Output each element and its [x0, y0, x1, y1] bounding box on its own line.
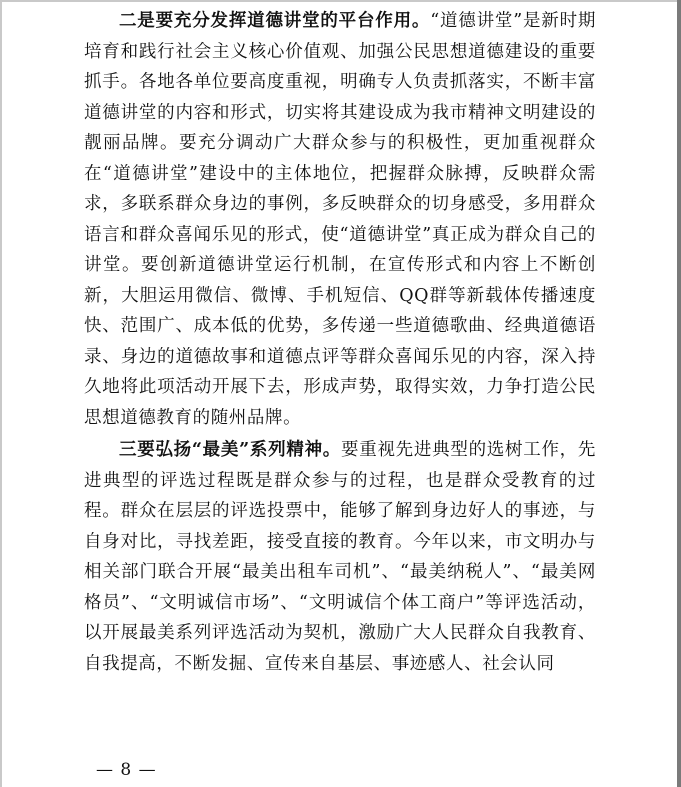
window-top-border: [0, 0, 681, 2]
document-page: [84, 6, 596, 679]
paragraph-most-beautiful: [84, 435, 596, 679]
paragraph-heading: 二是要充分发挥道德讲堂的平台作用。: [119, 11, 431, 31]
page-number: — 8 —: [96, 760, 157, 780]
paragraph-platform-role: [84, 6, 596, 433]
window-right-border: [677, 0, 681, 787]
window-left-border: [0, 0, 2, 787]
paragraph-heading: 三要弘扬“最美”系列精神。: [119, 440, 342, 460]
paragraph-body: “道德讲堂”是新时期培育和践行社会主义核心价值观、加强公民思想道德建设的重要抓手。各地各单位要高度重视，明确专人负责抓落实，不断丰富道德讲堂的内容和形式，切实将其建设成为我市精神文明建设的靓丽品牌。要充分调动广大群众参与的积极性，更加重视群众在“道德讲堂”建设中的主体地位，把握群众脉搏，反映群众需求，多联系群众身边的事例，多反映群众的切身感受，多用群众语言和群众喜闻乐见的形式，使“道德讲堂”真正成为群众自己的讲堂。要创新道德讲堂运行机制，在宣传形式和内容上不断创新，大胆运用微信、微博、手机短信、QQ群等新载体传播速度快、范围广、成本低的优势，多传递一些道德歌曲、经典道德语录、身边的道德故事和道德点评等群众喜闻乐见的内容，深入持久地将此项活动开展下去，形成声势，取得实效，力争打造公民思想道德教育的随州品牌。: [84, 11, 596, 428]
paragraph-body: 要重视先进典型的选树工作，先进典型的评选过程既是群众参与的过程，也是群众受教育的过程。群众在层层的评选投票中，能够了解到身边好人的事迹，与自身对比，寻找差距，接受直接的教育。今年以来，市文明办与相关部门联合开展“最美出租车司机”、“最美纳税人”、“最美网格员”、“文明诚信市场”、“文明诚信个体工商户”等评选活动，以开展最美系列评选活动为契机，激励广大人民群众自我教育、自我提高，不断发掘、宣传来自基层、事迹感人、社会认同: [84, 440, 596, 674]
